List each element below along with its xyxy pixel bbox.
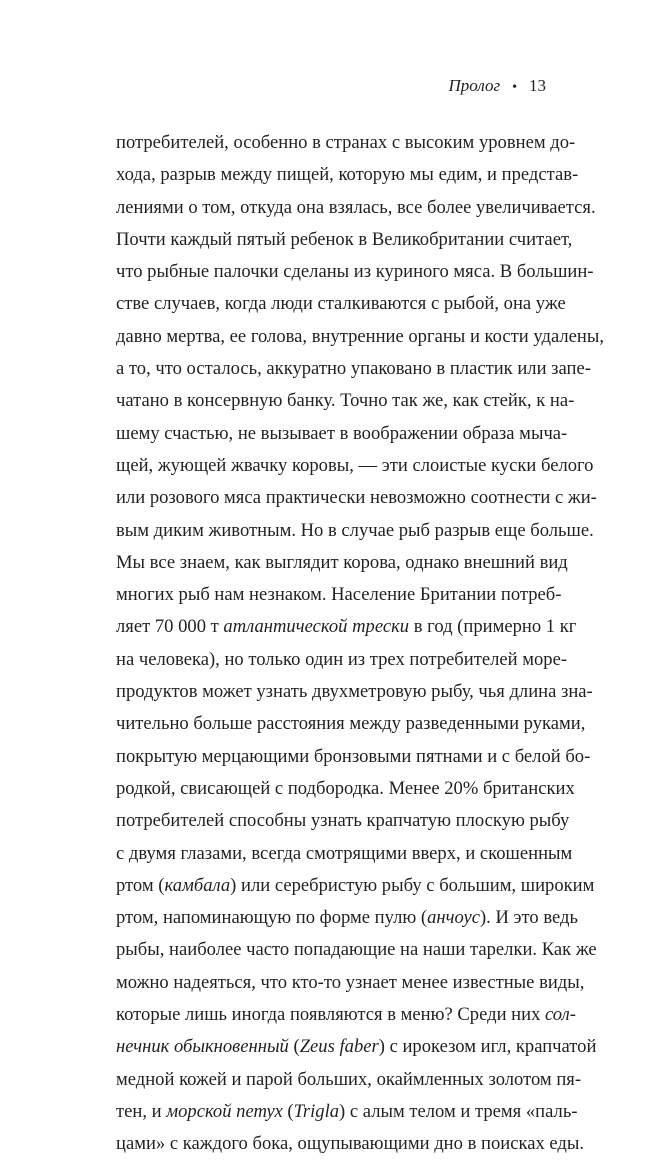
text-segment: хода, разрыв между пищей, которую мы едим, и представ- xyxy=(116,164,579,186)
text-segment: которые лишь иногда появляются в меню? Среди них xyxy=(116,1004,546,1026)
text-segment: медной кожей и парой больших, окаймленных золотом пя- xyxy=(116,1068,582,1090)
text-segment: или розового мяса практически невозможно соотнести с жи- xyxy=(116,487,597,509)
text-segment: тен, и xyxy=(116,1100,167,1122)
text-segment: ( xyxy=(288,1036,300,1058)
text-line xyxy=(116,321,604,353)
text-line xyxy=(116,805,570,837)
italic-term: Trigla xyxy=(293,1100,340,1122)
body-paragraph xyxy=(116,127,604,1161)
text-line xyxy=(116,353,591,385)
text-line xyxy=(116,288,566,320)
text-line xyxy=(116,676,593,708)
text-segment: лениями о том, откуда она взялась, все более увеличивается. xyxy=(116,196,596,218)
text-segment: с двумя глазами, всегда смотрящими вверх, и скошенным xyxy=(116,842,573,864)
text-segment: на человека), но только один из трех потребителей море- xyxy=(116,648,568,670)
italic-term: сол- xyxy=(545,1004,576,1026)
text-segment: а то, что осталось, аккуратно упаковано в пластик или запе- xyxy=(116,358,591,380)
text-line xyxy=(116,385,575,417)
section-title: Пролог xyxy=(448,76,501,95)
text-line xyxy=(116,224,573,256)
text-segment: в год (примерно 1 кг xyxy=(409,616,577,638)
page-number: 13 xyxy=(529,76,546,95)
text-line xyxy=(116,708,586,740)
text-segment: ртом ( xyxy=(116,874,165,896)
bullet-separator: • xyxy=(512,80,517,95)
text-segment: вым диким животным. Но в случае рыб разрыв еще больше. xyxy=(116,519,594,541)
text-segment: ртом, напоминающую по форме пулю ( xyxy=(116,907,428,929)
text-segment: чительно больше расстояния между разведенными руками, xyxy=(116,713,586,735)
text-segment: рыбы, наиболее часто попадающие на наши тарелки. Как же xyxy=(116,939,597,961)
text-line xyxy=(116,644,568,676)
text-line xyxy=(116,418,568,450)
text-segment: ) с алым телом и тремя «паль- xyxy=(339,1100,578,1122)
text-segment: ) или серебристую рыбу с большим, широким xyxy=(230,874,595,896)
text-segment: потребителей способны узнать крапчатую плоскую рыбу xyxy=(116,810,570,832)
text-line xyxy=(116,999,576,1031)
text-segment: ( xyxy=(282,1100,294,1122)
text-segment: цами» с каждого бока, ощупывающими дно в поисках еды. xyxy=(116,1133,585,1155)
text-segment: давно мертва, ее голова, внутренние органы и кости удалены, xyxy=(116,325,604,347)
text-line xyxy=(116,902,578,934)
text-line xyxy=(116,870,595,902)
text-line xyxy=(116,967,585,999)
text-segment: можно надеяться, что кто-то узнает менее известные виды, xyxy=(116,971,585,993)
text-line xyxy=(116,1128,585,1160)
text-line xyxy=(116,741,591,773)
text-line xyxy=(116,482,597,514)
text-segment: что рыбные палочки сделаны из куриного мяса. В большин- xyxy=(116,261,594,283)
italic-term: атлантической трески xyxy=(223,616,410,638)
italic-term: анчоус xyxy=(427,907,480,929)
text-line xyxy=(116,450,594,482)
text-line xyxy=(116,1031,597,1063)
text-line xyxy=(116,515,594,547)
text-segment: стве случаев, когда люди сталкиваются с рыбой, она уже xyxy=(116,293,566,315)
text-segment: потребителей, особенно в странах с высоким уровнем до- xyxy=(116,132,576,153)
text-line xyxy=(116,547,568,579)
italic-term: камбала xyxy=(164,874,231,896)
text-segment: родкой, свисающей с подбородка. Менее 20% британских xyxy=(116,777,575,799)
text-line xyxy=(116,579,562,611)
text-segment: продуктов может узнать двухметровую рыбу, чья длина зна- xyxy=(116,681,593,703)
text-line xyxy=(116,1064,582,1096)
text-line xyxy=(116,159,579,191)
text-segment: шему счастью, не вызывает в воображении образа мыча- xyxy=(116,422,568,444)
text-line xyxy=(116,127,576,159)
text-line xyxy=(116,838,573,870)
italic-term: нечник обыкновенный xyxy=(116,1036,289,1058)
italic-term: Zeus faber xyxy=(299,1036,379,1058)
text-segment: чатано в консервную банку. Точно так же, как стейк, к на- xyxy=(116,390,575,412)
text-segment: ). И это ведь xyxy=(479,907,578,929)
text-line xyxy=(116,192,596,224)
text-segment: Мы все знаем, как выглядит корова, однако внешний вид xyxy=(116,551,568,573)
running-head xyxy=(448,76,546,98)
text-line xyxy=(116,773,575,805)
text-segment: ляет 70 000 т xyxy=(116,616,224,638)
text-line xyxy=(116,1096,578,1128)
text-segment: многих рыб нам незнаком. Население Британии потреб- xyxy=(116,584,562,606)
text-line xyxy=(116,934,597,966)
text-line xyxy=(116,256,594,288)
text-line xyxy=(116,611,577,643)
italic-term: морской петух xyxy=(166,1100,283,1122)
text-segment: Почти каждый пятый ребенок в Великобритании считает, xyxy=(116,228,573,250)
text-segment: покрытую мерцающими бронзовыми пятнами и с белой бо- xyxy=(116,745,591,767)
text-segment: ) с ирокезом игл, крапчатой xyxy=(378,1036,597,1058)
text-segment: щей, жующей жвачку коровы, — эти слоистые куски белого xyxy=(116,454,594,476)
